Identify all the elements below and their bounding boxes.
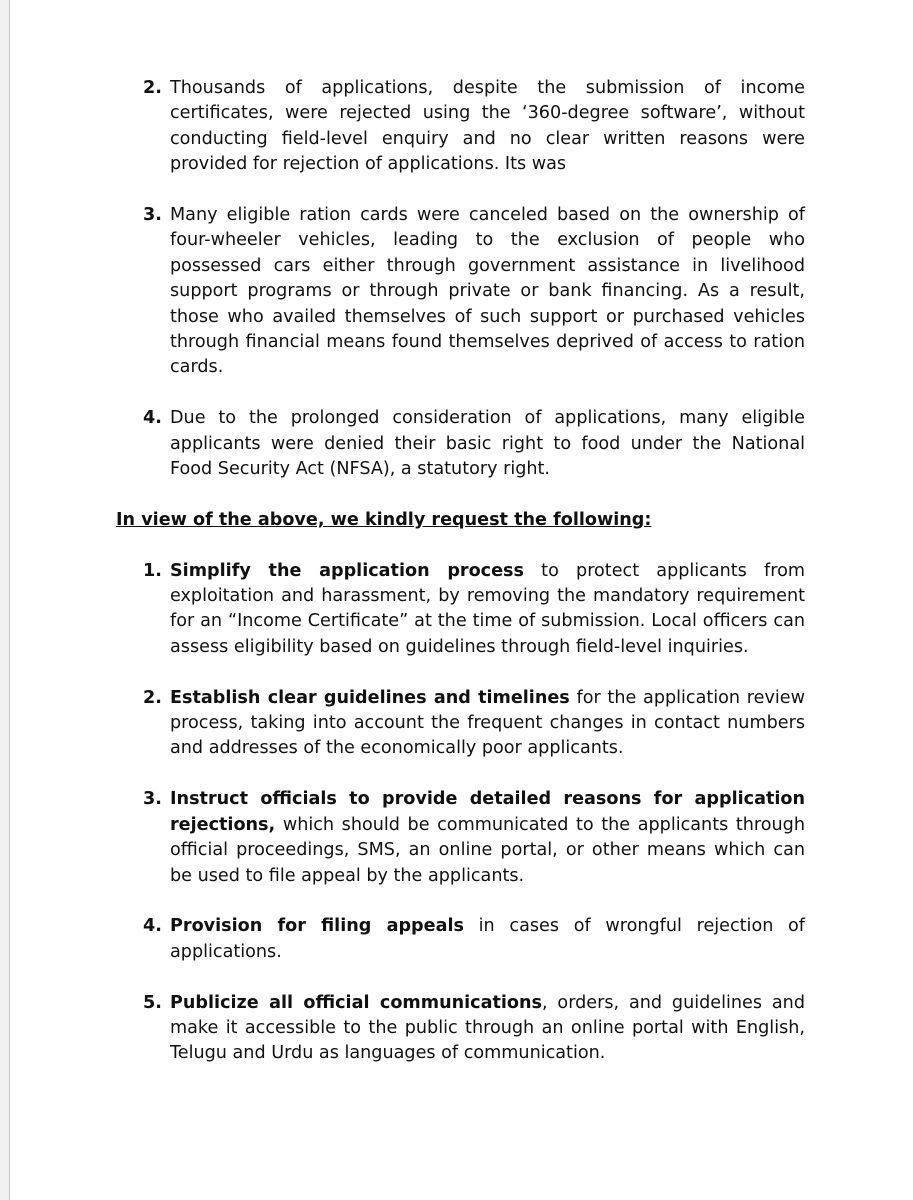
list-item [116, 914, 805, 965]
list-item [116, 787, 805, 889]
document-body [116, 76, 805, 1092]
item-text: to protect applicants from exploitation and harassment, by removing the mandatory requirement for an “Income Certificate” at the time of submission. Local officers can assess eligibility based on guidelines through field-level inquiries. [170, 560, 805, 657]
list-item [116, 686, 805, 762]
item-text: Due to the prolonged consideration of applications, many eligible applicants were denied their basic right to food under the National Food Security Act (NFSA), a statutory right. [170, 408, 805, 480]
item-text: which should be communicated to the applicants through official proceedings, SMS, an online portal, or other means which can be used to file appeal by the applicants. [170, 814, 805, 886]
item-number: 2. [143, 687, 162, 708]
item-number: 3. [143, 789, 162, 810]
item-bold-lead: Provision for filing appeals [170, 916, 464, 937]
item-number: 2. [143, 78, 162, 98]
document-page [9, 0, 913, 1200]
item-bold-lead: Simplify the application process [170, 560, 524, 581]
list-item [116, 203, 805, 381]
requests-heading: In view of the above, we kindly request the following: [116, 509, 652, 530]
item-bold-lead: Instruct officials to provide detailed reasons for application rejections, [170, 789, 805, 835]
issues-list [116, 76, 805, 482]
item-number: 3. [143, 205, 162, 226]
item-number: 4. [143, 408, 162, 429]
item-text: in cases of wrongful rejection of applications. [170, 916, 806, 962]
item-text: for the application review process, taking into account the frequent changes in contact numbers and addresses of the economically poor applicants. [170, 687, 805, 759]
item-number: 4. [143, 916, 162, 937]
item-text: Thousands of applications, despite the submission of income certificates, were rejected using the ‘360-degree software’, without conducting field-level enquiry and no clear written reasons were provided for rejection of applications. Its was [170, 78, 805, 175]
item-text: , orders, and guidelines and make it accessible to the public through an online portal with English, Telugu and Urdu as languages of communication. [170, 992, 805, 1064]
item-bold-lead: Publicize all official communications [170, 992, 542, 1013]
item-bold-lead: Establish clear guidelines and timelines [170, 687, 570, 708]
list-item [116, 559, 805, 661]
requests-list [116, 559, 805, 1067]
item-text: Many eligible ration cards were canceled based on the ownership of four-wheeler vehicles, leading to the exclusion of people who possessed cars either through government assistance in livelihood support programs or through private or bank financing. As a result, those who availed themselves of such support or purchased vehicles through financial means found themselves deprived of access to ration cards. [170, 205, 805, 378]
item-number: 1. [143, 560, 162, 581]
list-item [116, 406, 805, 482]
list-item [116, 76, 805, 178]
list-item [116, 991, 805, 1067]
item-number: 5. [143, 992, 162, 1013]
